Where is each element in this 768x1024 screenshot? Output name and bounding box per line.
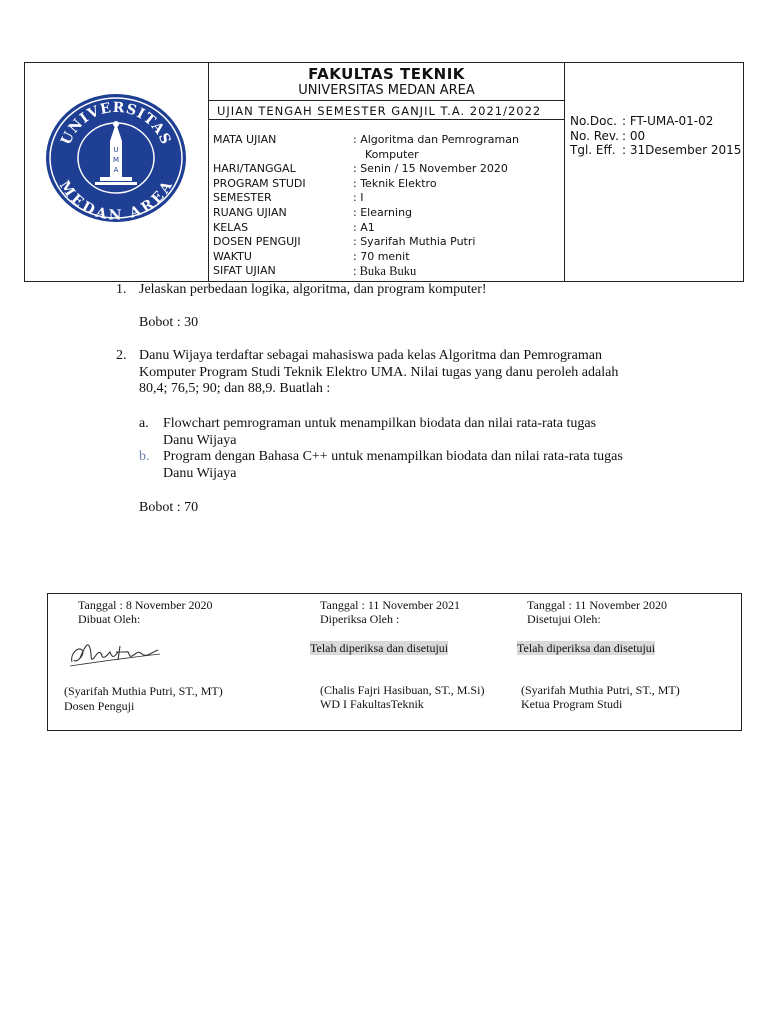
made-role: Dibuat Oleh: xyxy=(78,612,141,626)
field-label: DOSEN PENGUJI xyxy=(213,235,301,249)
field-value: : I xyxy=(353,191,364,205)
field-value: : Syarifah Muthia Putri xyxy=(353,235,476,249)
sub-question-text: Danu Wijaya xyxy=(163,466,237,481)
logo-letter-u: U xyxy=(113,146,119,154)
field-value: : Buka Buku xyxy=(353,264,417,279)
sub-question-text: Program dengan Bahasa C++ untuk menampilkan biodata dan nilai rata-rata tugas xyxy=(163,449,623,464)
question-bobot: Bobot : 30 xyxy=(139,315,199,330)
made-title: Dosen Penguji xyxy=(64,699,135,713)
made-name: (Syarifah Muthia Putri, ST., MT) xyxy=(64,684,223,698)
approved-title: Ketua Program Studi xyxy=(521,697,623,711)
header-rule xyxy=(209,100,564,101)
field-label: KELAS xyxy=(213,220,249,234)
field-label: PROGRAM STUDI xyxy=(213,176,306,190)
logo-letter-m: M xyxy=(112,156,120,164)
question-bobot: Bobot : 70 xyxy=(139,500,199,515)
header-rule xyxy=(209,119,564,120)
university-logo xyxy=(45,93,187,223)
university-name: UNIVERSITAS MEDAN AREA xyxy=(298,83,475,98)
field-value-continued: Komputer xyxy=(365,147,419,161)
doc-label: Tgl. Eff. xyxy=(570,143,616,158)
field-label: WAKTU xyxy=(213,249,252,263)
question-line: Danu Wijaya terdaftar sebagai mahasiswa pada kelas Algoritma dan Pemrograman xyxy=(139,348,602,363)
made-date: Tanggal : 8 November 2020 xyxy=(78,598,213,612)
field-label: SEMESTER xyxy=(213,191,272,205)
checked-date: Tanggal : 11 November 2021 xyxy=(320,598,461,612)
question-line: Komputer Program Studi Teknik Elektro UMA. Nilai tugas yang danu peroleh adalah xyxy=(139,365,619,380)
checked-role: Diperiksa Oleh : xyxy=(320,612,400,626)
logo-letter-a: A xyxy=(113,166,119,174)
question-number: 2. xyxy=(116,348,127,363)
doc-label: No.Doc. xyxy=(570,114,617,128)
field-label: SIFAT UJIAN xyxy=(213,264,276,278)
faculty-title: FAKULTAS TEKNIK xyxy=(308,65,465,83)
field-label: HARI/TANGGAL xyxy=(213,162,296,176)
logo-text-top: UNIVERSITAS xyxy=(58,99,174,148)
approved-name: (Syarifah Muthia Putri, ST., MT) xyxy=(521,683,680,697)
sub-question-label: b. xyxy=(139,449,150,464)
signature-image xyxy=(66,636,162,672)
exam-title: UJIAN TENGAH SEMESTER GANJIL T.A. 2021/2022 xyxy=(217,104,542,118)
field-value: : Elearning xyxy=(353,205,413,219)
doc-value: : 00 xyxy=(622,128,646,143)
checked-title: WD I FakultasTeknik xyxy=(320,697,424,711)
field-value: : Algoritma dan Pemrograman xyxy=(353,133,519,146)
logo-text-bottom: MEDAN AREA xyxy=(55,177,177,223)
approved-status: Telah diperiksa dan disetujui xyxy=(517,641,656,655)
field-value: : Senin / 15 November 2020 xyxy=(353,162,508,176)
sub-question-text: Danu Wijaya xyxy=(163,433,237,448)
question-text: Jelaskan perbedaan logika, algoritma, dan program komputer! xyxy=(139,282,487,297)
field-value: : 70 menit xyxy=(353,249,410,263)
doc-value: : 31Desember 2015 xyxy=(622,143,742,158)
field-value: : Teknik Elektro xyxy=(353,176,437,190)
sub-question-label: a. xyxy=(139,416,149,431)
doc-label: No. Rev. xyxy=(570,128,619,143)
checked-status: Telah diperiksa dan disetujui xyxy=(310,641,449,655)
doc-value: : FT-UMA-01-02 xyxy=(622,114,714,128)
checked-name: (Chalis Fajri Hasibuan, ST., M.Si) xyxy=(320,683,485,697)
approved-date: Tanggal : 11 November 2020 xyxy=(527,598,668,612)
sub-question-text: Flowchart pemrograman untuk menampilkan biodata dan nilai rata-rata tugas xyxy=(163,416,597,431)
header-divider xyxy=(564,63,565,281)
question-line: 80,4; 76,5; 90; dan 88,9. Buatlah : xyxy=(139,381,331,396)
exam-header-table xyxy=(24,62,744,282)
approved-role: Disetujui Oleh: xyxy=(527,612,601,626)
field-label: MATA UJIAN xyxy=(213,133,277,146)
approval-box xyxy=(47,593,742,731)
field-value: : A1 xyxy=(353,220,375,234)
field-label: RUANG UJIAN xyxy=(213,205,287,219)
question-number: 1. xyxy=(116,282,127,297)
